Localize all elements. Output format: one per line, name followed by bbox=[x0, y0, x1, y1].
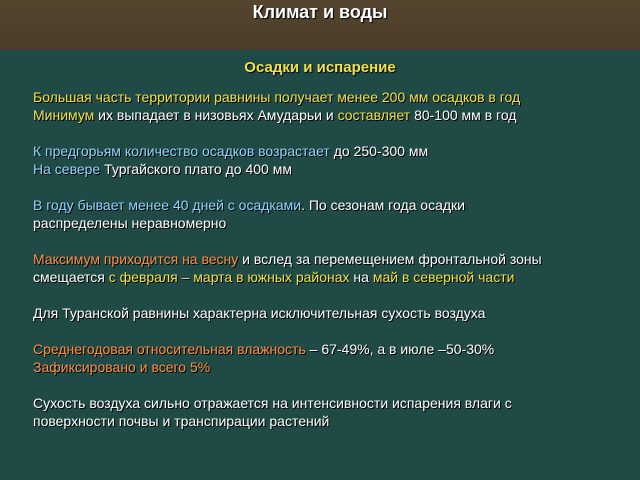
paragraph bbox=[33, 340, 623, 376]
paragraph bbox=[33, 142, 623, 178]
text-line bbox=[33, 394, 623, 412]
paragraph-gap bbox=[33, 178, 623, 196]
text-segment: Большая часть территории равнины получает менее 200 мм осадков в год bbox=[33, 89, 521, 105]
paragraph bbox=[33, 394, 623, 430]
text-segment: их выпадает в низовьях Амударьи и bbox=[94, 107, 338, 123]
text-line bbox=[33, 412, 623, 430]
text-line bbox=[33, 358, 623, 376]
text-segment: Сухость воздуха сильно отражается на интенсивности испарения влаги с bbox=[33, 395, 512, 411]
text-segment: май в северной части bbox=[372, 269, 515, 285]
paragraph bbox=[33, 196, 623, 232]
text-segment: Минимум bbox=[33, 107, 95, 123]
slide-subtitle: Осадки и испарение bbox=[244, 59, 396, 76]
paragraph bbox=[33, 304, 623, 322]
text-segment: Тургайского плато до 400 мм bbox=[100, 161, 292, 177]
text-segment: В году бывает менее 40 дней с осадками bbox=[33, 197, 302, 213]
text-segment: до 250-300 мм bbox=[329, 143, 429, 159]
text-segment: поверхности почвы и транспирации растений bbox=[33, 413, 330, 429]
paragraph-gap bbox=[33, 286, 623, 304]
paragraph-gap bbox=[33, 322, 623, 340]
text-segment: с февраля – марта в южных районах bbox=[108, 269, 350, 285]
text-segment: на bbox=[349, 269, 373, 285]
text-segment: К предгорьям количество осадков возрастает bbox=[33, 143, 330, 159]
slide-title: Климат и воды bbox=[252, 2, 388, 22]
text-segment: смещается bbox=[33, 269, 109, 285]
text-line bbox=[33, 250, 623, 268]
slide-body bbox=[33, 88, 623, 430]
text-segment: . По сезонам года осадки bbox=[301, 197, 465, 213]
text-segment: Среднегодовая относительная влажность bbox=[33, 341, 306, 357]
paragraph bbox=[33, 250, 623, 286]
text-segment: Для Туранской равнины характерна исключительная сухость воздуха bbox=[33, 305, 486, 321]
text-segment: 80-100 мм в год bbox=[410, 107, 517, 123]
paragraph bbox=[33, 88, 623, 124]
text-line bbox=[33, 160, 623, 178]
text-line bbox=[33, 304, 623, 322]
text-segment: распределены неравномерно bbox=[33, 215, 227, 231]
paragraph-gap bbox=[33, 124, 623, 142]
text-line bbox=[33, 214, 623, 232]
text-line bbox=[33, 88, 623, 106]
text-line bbox=[33, 106, 623, 124]
paragraph-gap bbox=[33, 376, 623, 394]
text-segment: и вслед за перемещением фронтальной зоны bbox=[238, 251, 542, 267]
text-segment: Зафиксировано и всего 5% bbox=[33, 359, 211, 375]
text-segment: Максимум приходится на весну bbox=[33, 251, 239, 267]
text-segment: На севере bbox=[33, 161, 101, 177]
text-segment: составляет bbox=[337, 107, 411, 123]
text-line bbox=[33, 196, 623, 214]
text-line bbox=[33, 268, 623, 286]
text-line bbox=[33, 142, 623, 160]
paragraph-gap bbox=[33, 232, 623, 250]
text-line bbox=[33, 340, 623, 358]
text-segment: – 67-49%, а в июле –50-30% bbox=[305, 341, 495, 357]
